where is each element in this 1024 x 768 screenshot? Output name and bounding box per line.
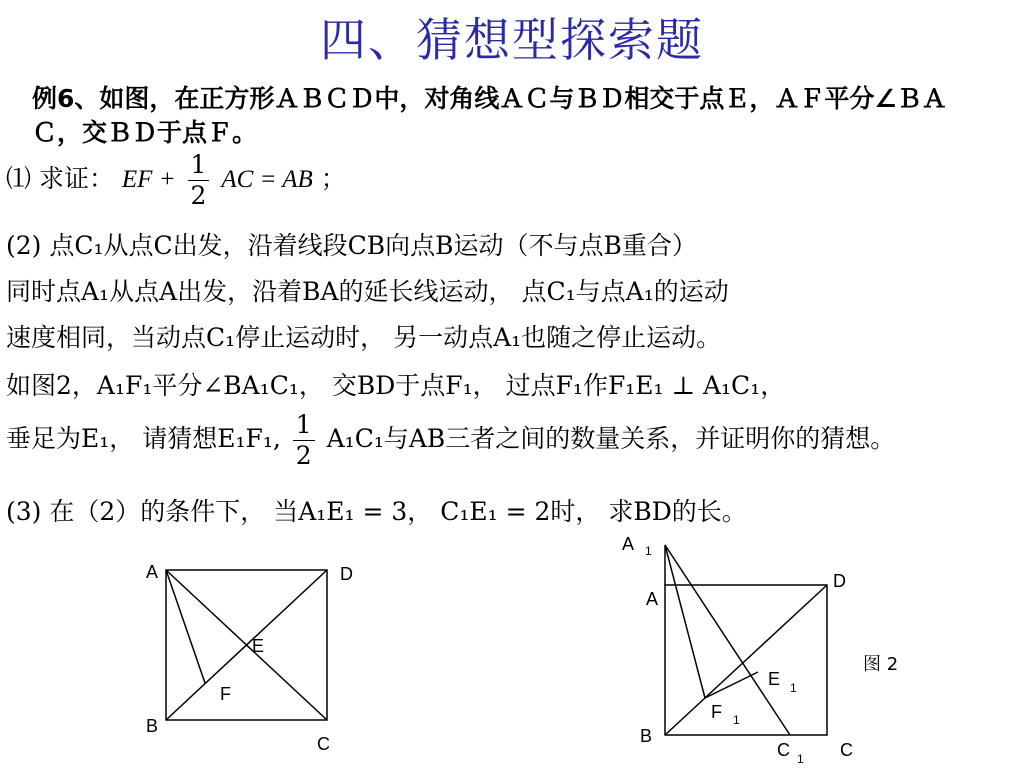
q2-line-2: 同时点A₁从点A出发，沿着BA的延长线运动， 点C₁与点A₁的运动 <box>6 277 729 306</box>
q2-fraction-numerator: 1 <box>293 410 315 441</box>
q1-right-expr: AC = AB <box>221 166 313 193</box>
fig2-segment-f1e1 <box>705 672 758 698</box>
figure-2 <box>665 545 827 735</box>
fig2-label-c1-sub: 1 <box>797 752 804 766</box>
fig2-segment-a1c1 <box>665 545 790 735</box>
q2-fraction-denominator: 2 <box>295 441 312 470</box>
fig1-label-a: A <box>146 562 159 582</box>
fig2-label-a1: A <box>622 534 635 554</box>
fig2-label-e1-sub: 1 <box>790 681 797 695</box>
example-statement: 例6、如图，在正方形ＡＢＣＤ中，对角线ＡＣ与ＢＤ相交于点Ｅ，ＡＦ平分∠ＢＡＣ，交ＢＤ于点Ｆ。 <box>32 84 947 147</box>
q1-left-expr: EF + <box>121 166 176 193</box>
q2-line-5-prefix: 垂足为E₁， 请猜想E₁F₁, <box>6 424 281 453</box>
fig2-label-a: A <box>646 589 659 609</box>
page-title: 四、猜想型探索题 <box>320 13 704 67</box>
q2-line-3: 速度相同，当动点C₁停止运动时， 另一动点A₁也随之停止运动。 <box>6 323 722 352</box>
q2-line-1: (2) 点C₁从点C出发，沿着线段CB向点B运动（不与点B重合） <box>6 231 697 260</box>
fig2-label-b: B <box>640 726 653 746</box>
q2-line-4: 如图2，A₁F₁平分∠BA₁C₁， 交BD于点F₁， 过点F₁作F₁E₁ ⊥ A₁C₁， <box>6 371 786 400</box>
fig1-label-c: C <box>317 734 330 754</box>
fig1-label-b: B <box>146 716 159 736</box>
fig1-label-f: F <box>220 684 231 704</box>
figure-1 <box>166 570 327 720</box>
fig1-label-e: E <box>252 636 265 656</box>
fig2-diagonal-bd <box>665 585 827 735</box>
fig2-segment-a1f1 <box>665 545 705 698</box>
fig2-label-c1: C <box>777 740 790 760</box>
q1-fraction-numerator: 1 <box>188 150 210 181</box>
q2-line-5-suffix: A₁C₁与AB三者之间的数量关系，并证明你的猜想。 <box>326 424 896 453</box>
question-3: (3) 在（2）的条件下， 当A₁E₁ = 3， C₁E₁ = 2时， 求BD的长。 <box>6 497 747 526</box>
q1-fraction-denominator: 2 <box>190 181 207 210</box>
fig2-label-c: C <box>840 740 853 760</box>
fig1-label-d: D <box>340 564 353 584</box>
fig1-segment-af <box>166 570 205 683</box>
q1-end: ； <box>320 164 346 193</box>
q1-prefix: ⑴ 求证： <box>6 164 114 193</box>
fig2-label-f1-sub: 1 <box>733 713 740 727</box>
figure-2-caption: 图 2 <box>863 654 899 675</box>
fig2-label-a1-sub: 1 <box>645 544 652 558</box>
fig2-label-f1: F <box>711 702 722 722</box>
fig2-label-e1: E <box>768 669 781 689</box>
fig2-label-d: D <box>833 571 846 591</box>
